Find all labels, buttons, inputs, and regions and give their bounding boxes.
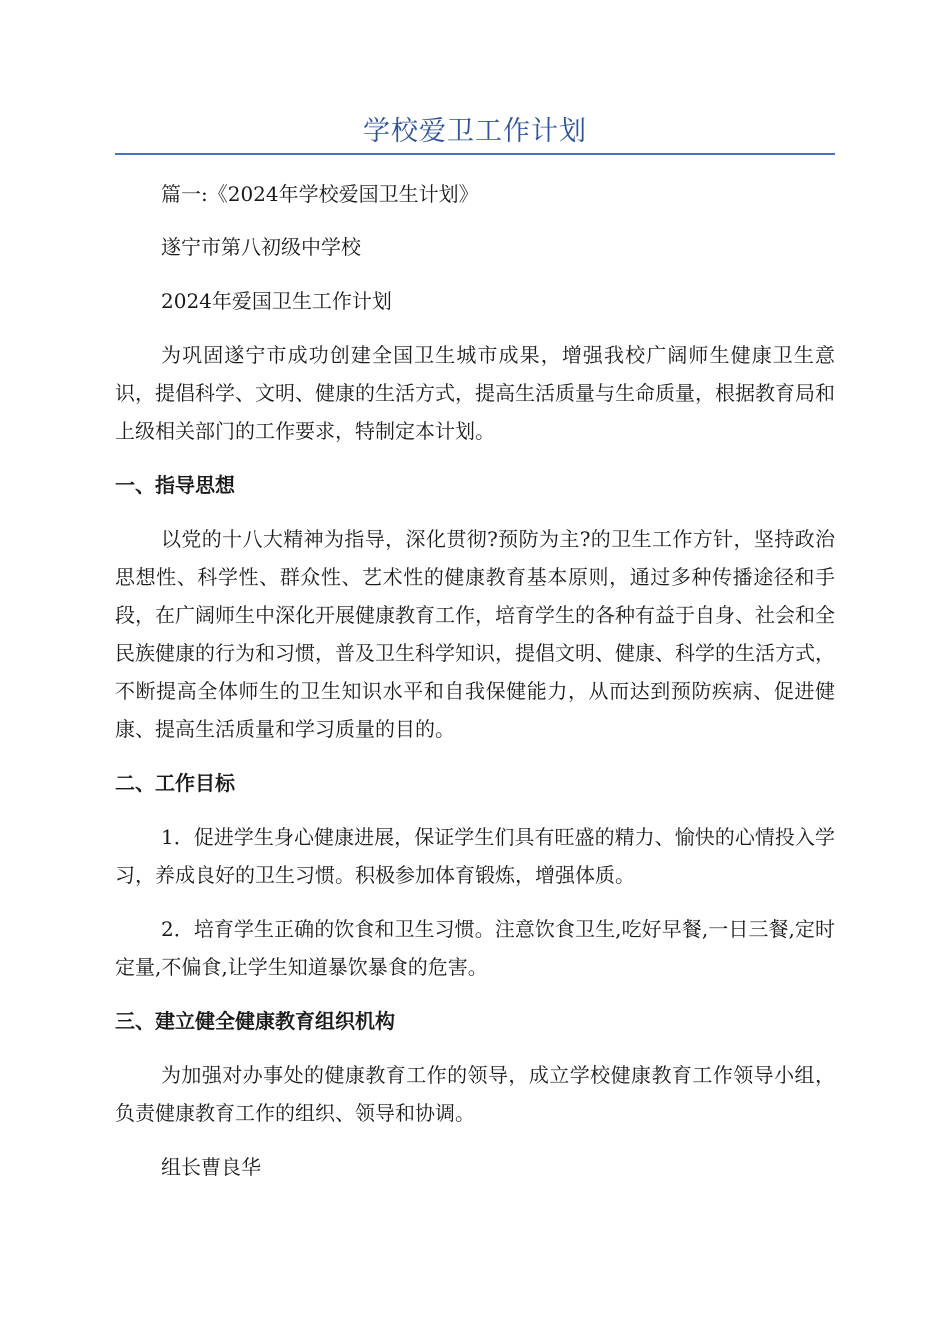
title-underline (115, 153, 835, 155)
document-body (115, 175, 835, 1202)
section-1-paragraph: 以党的十八大精神为指导，深化贯彻?预防为主?的卫生工作方针，坚持政治思想性、科学性、群众性、艺术性的健康教育基本原则，通过多种传播途径和手段，在广阔师生中深化开展健康教育工作，培育学生的各种有益于自身、社会和全民族健康的行为和习惯，普及卫生科学知识，提倡文明、健康、科学的生活方式，不断提高全体师生的卫生知识水平和自我保健能力，从而达到预防疾病、促进健康、提高生活质量和学习质量的目的。 (115, 527, 835, 741)
section-2-heading: 二、工作目标 (115, 771, 235, 795)
plan-title: 2024年爱国卫生工作计划 (161, 289, 392, 313)
document-title: 学校爱卫工作计划 (363, 116, 587, 147)
intro-paragraph: 为巩固遂宁市成功创建全国卫生城市成果，增强我校广阔师生健康卫生意识，提倡科学、文明、健康的生活方式，提高生活质量与生命质量，根据教育局和上级相关部门的工作要求，特制定本计划。 (115, 343, 835, 443)
school-name: 遂宁市第八初级中学校 (161, 235, 361, 259)
article-heading: 篇一:《2024年学校爱国卫生计划》 (161, 182, 479, 206)
group-leader-line: 组长曹良华 (161, 1155, 261, 1179)
goal-1-paragraph: 1．促进学生身心健康进展，保证学生们具有旺盛的精力、愉快的心情投入学习，养成良好的卫生习惯。积极参加体育锻炼，增强体质。 (115, 825, 835, 887)
section-1-heading: 一、指导思想 (115, 473, 235, 497)
section-3-paragraph: 为加强对办事处的健康教育工作的领导，成立学校健康教育工作领导小组，负责健康教育工作的组织、领导和协调。 (115, 1063, 835, 1125)
section-3-heading: 三、建立健全健康教育组织机构 (115, 1009, 395, 1033)
goal-2-paragraph: 2．培育学生正确的饮食和卫生习惯。注意饮食卫生,吃好早餐,一日三餐,定时定量,不偏食,让学生知道暴饮暴食的危害。 (115, 917, 835, 979)
